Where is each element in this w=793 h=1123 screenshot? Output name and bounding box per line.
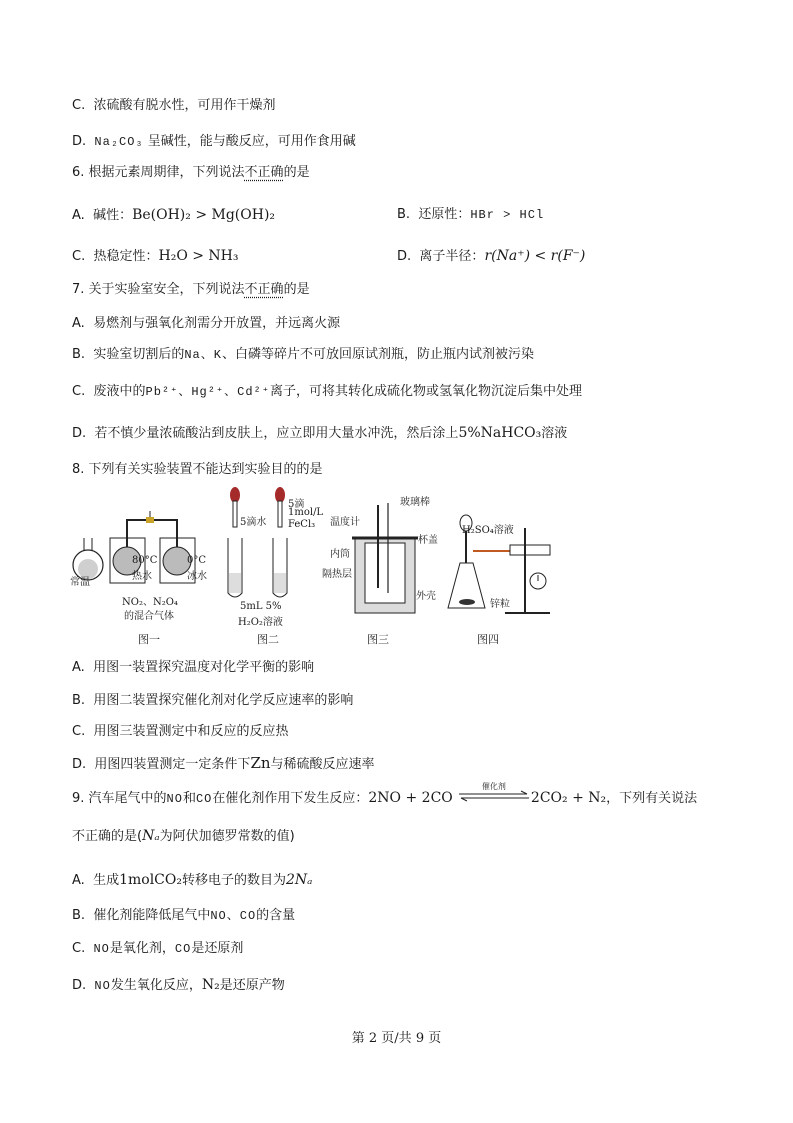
q7-option-c: C. 废液中的Pb²⁺、Hg²⁺、Cd²⁺离子，可将其转化成硫化物或氢氧化物沉淀后集中处理 xyxy=(72,384,583,399)
fig4-caption: 图四 xyxy=(477,633,499,646)
q8-option-a: A. 用图一装置探究温度对化学平衡的影响 xyxy=(72,660,315,675)
fig3-glass-rod: 玻璃棒 xyxy=(400,497,430,508)
q9-option-a: A. 生成1molCO₂转移电子的数目为2Nₐ xyxy=(72,872,313,888)
q8-option-c: C. 用图三装置测定中和反应的反应热 xyxy=(72,724,289,739)
q7-option-a: A. 易燃剂与强氧化剂需分开放置，并远离火源 xyxy=(72,316,341,331)
fig2-caption: 图二 xyxy=(257,633,279,646)
figure-4-apparatus xyxy=(440,483,560,648)
q8-option-d: D. 用图四装置测定一定条件下Zn与稀硫酸反应速率 xyxy=(72,754,375,772)
fig1-cold-temp: 0°C xyxy=(187,555,207,566)
fig1-caption: 图一 xyxy=(138,633,160,646)
fig1-ice-water: 冰水 xyxy=(187,571,207,582)
fig1-hot-water: 热水 xyxy=(132,571,152,582)
fig3-caption: 图三 xyxy=(367,633,389,646)
q7-option-b: B. 实验室切割后的Na、K、白磷等碎片不可放回原试剂瓶，防止瓶内试剂被污染 xyxy=(72,347,534,362)
fig2-fecl3: FeCl₃ xyxy=(288,519,316,530)
fig3-thermometer: 温度计 xyxy=(330,517,360,528)
figure-3-apparatus xyxy=(322,483,450,648)
fig4-zinc-label: 锌粒 xyxy=(490,599,510,610)
q6-option-a: A. 碱性：Be(OH)₂ > Mg(OH)₂ xyxy=(72,207,276,223)
q9-option-d: D. NO发生氧化反应，N₂是还原产物 xyxy=(72,977,285,993)
q9-stem: 9. 汽车尾气中的NO和CO在催化剂作用下发生反应：2NO + 2CO 催化剂 2CO₂ + N₂，下列有关说法 xyxy=(72,788,697,809)
q9-stem-line2: 不正确的是(Nₐ为阿伏加德罗常数的值) xyxy=(72,828,295,844)
fig2-concentration: 1mol/L xyxy=(288,507,324,518)
fig1-gas-formula: NO₂、N₂O₄ xyxy=(122,597,178,608)
fig2-drops: 5滴 xyxy=(288,499,305,510)
fig1-gas-mixture: 的混合气体 xyxy=(124,611,174,622)
q6-stem: 6. 根据元素周期律，下列说法不正确的是 xyxy=(72,165,310,180)
q9-option-b: B. 催化剂能降低尾气中NO、CO的含量 xyxy=(72,908,296,923)
q6-emphasis: 不正确 xyxy=(244,165,284,180)
equilibrium-arrow: 催化剂 xyxy=(457,789,531,809)
page-footer: 第 2 页/共 9 页 xyxy=(351,1031,442,1046)
figure-1-apparatus xyxy=(70,483,220,648)
fig1-room-label: 常温 xyxy=(70,577,90,588)
figure-2-drawing xyxy=(220,483,330,618)
q5-option-d: D. Na₂CO₃ 呈碱性，能与酸反应，可用作食用碱 xyxy=(72,134,356,149)
fig1-hot-temp: 80°C xyxy=(132,555,158,566)
fig3-inner-cylinder: 内筒 xyxy=(330,549,350,560)
q5-option-c: C. 浓硫酸有脱水性，可用作干燥剂 xyxy=(72,98,276,113)
q6-option-d: D. 离子半径：r(Na⁺) < r(F⁻) xyxy=(397,248,586,264)
q6-option-c: C. 热稳定性：H₂O > NH₃ xyxy=(72,248,239,264)
q7-stem: 7. 关于实验室安全，下列说法不正确的是 xyxy=(72,282,310,297)
figure-2-apparatus xyxy=(220,483,330,648)
fig2-water-drops: 5滴水 xyxy=(240,517,267,528)
q6-option-b: B. 还原性：HBr > HCl xyxy=(397,207,545,222)
fig3-insulation: 隔热层 xyxy=(322,569,352,580)
fig4-acid-label: H₂SO₄溶液 xyxy=(462,525,514,536)
fig3-outer-shell: 外壳 xyxy=(416,591,436,602)
fig3-lid: 杯盖 xyxy=(418,535,438,546)
fig2-h2o2: H₂O₂溶液 xyxy=(238,617,283,628)
q8-option-b: B. 用图二装置探究催化剂对化学反应速率的影响 xyxy=(72,693,354,708)
fig2-volume: 5mL 5% xyxy=(240,601,282,612)
q8-stem: 8. 下列有关实验装置不能达到实验目的的是 xyxy=(72,462,323,477)
q7-option-d: D. 若不慎少量浓硫酸沾到皮肤上，应立即用大量水冲洗，然后涂上5%NaHCO₃溶液 xyxy=(72,425,568,441)
q9-option-c: C. NO是氧化剂，CO是还原剂 xyxy=(72,941,244,956)
q7-emphasis: 不正确 xyxy=(244,282,284,297)
